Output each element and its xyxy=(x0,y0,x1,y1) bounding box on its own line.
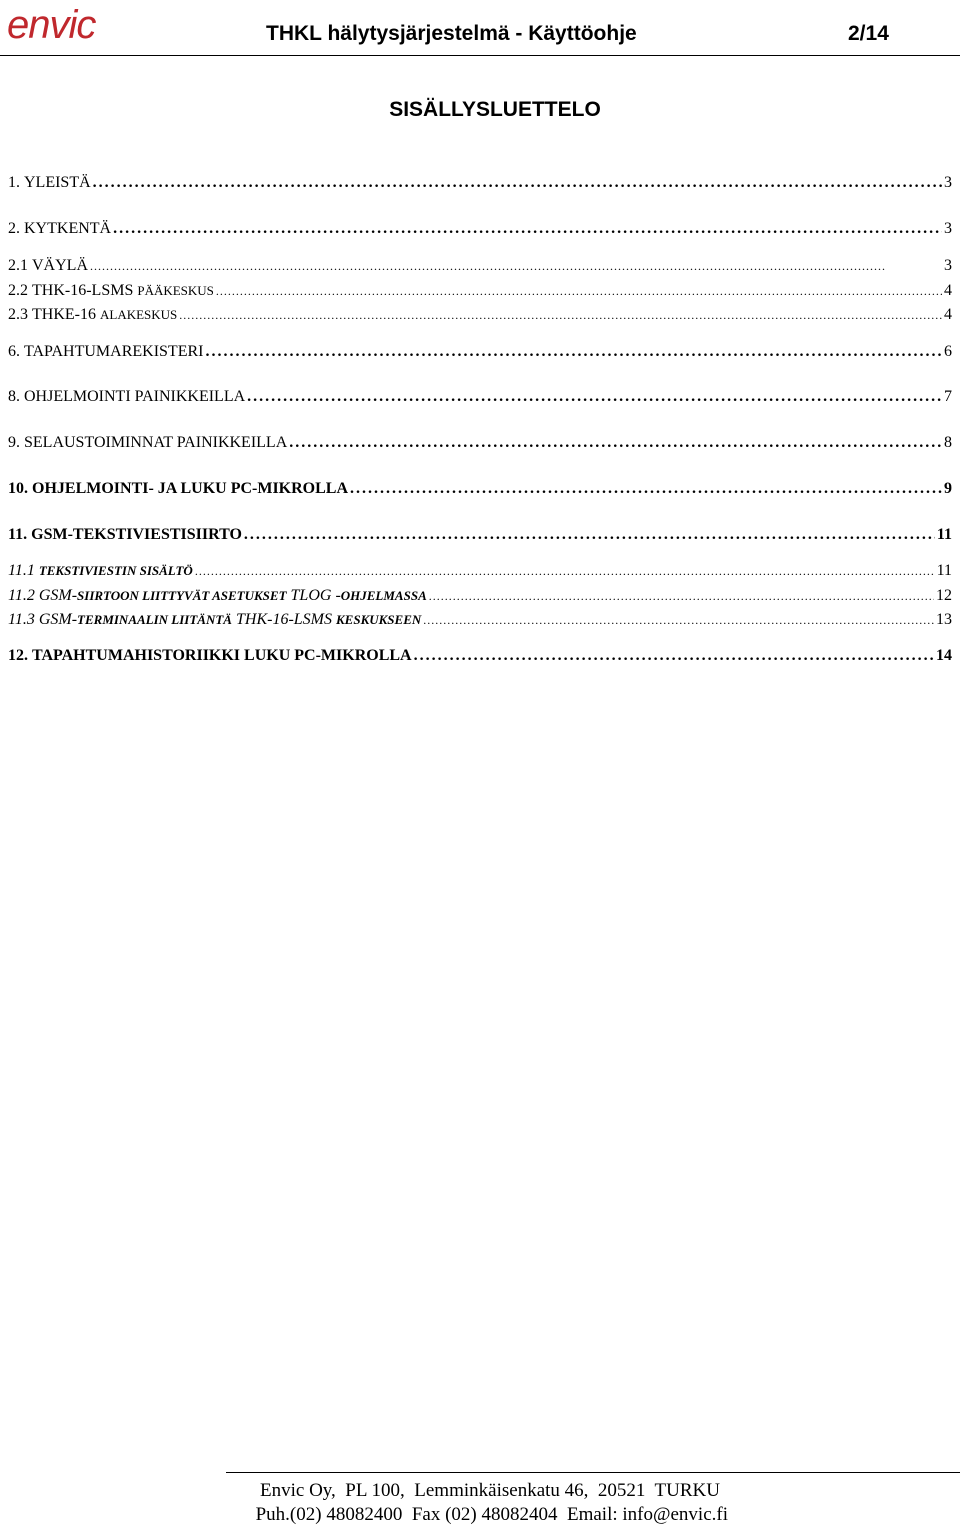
toc-entry-title: OHJELMOINTI PAINIKKEILLA xyxy=(24,388,246,405)
toc-heading: SISÄLLYSLUETTELO xyxy=(389,98,601,121)
toc-entry-title-small: TERMINAALIN LIITÄNTÄ xyxy=(77,612,232,627)
toc-entry-page: 11 xyxy=(936,526,952,543)
toc-entry-number: 6. xyxy=(8,343,20,360)
toc-entry-title-small: TEKSTIVIESTIN SISÄLTÖ xyxy=(38,563,193,578)
toc-entry-title: SELAUSTOIMINNAT PAINIKKEILLA xyxy=(24,434,288,451)
toc-entry-title-small: PÄÄKESKUS xyxy=(137,283,214,298)
toc-leader xyxy=(93,174,942,192)
toc-leader xyxy=(179,308,942,323)
toc-entry-page: 6 xyxy=(944,343,952,360)
toc-leader xyxy=(429,589,934,604)
toc-leader xyxy=(247,388,942,406)
header-rule xyxy=(0,55,960,56)
toc-entry-title-small: SIIRTOON LIITTYVÄT ASETUKSET xyxy=(77,588,287,603)
toc-entry-page: 3 xyxy=(944,174,952,191)
toc-entry-number: 9. xyxy=(8,434,20,451)
page-header xyxy=(0,0,960,60)
toc-entry[interactable] xyxy=(8,587,952,605)
page-number: 2/14 xyxy=(848,22,889,45)
toc-leader xyxy=(423,613,934,628)
toc-entry-title: KYTKENTÄ xyxy=(24,220,112,237)
toc-entry-title: GSM-TEKSTIVIESTISIIRTO xyxy=(31,526,242,543)
toc-entry-title: VÄYLÄ xyxy=(32,257,88,274)
toc-entry-title: GSM- xyxy=(38,611,78,628)
toc-leader xyxy=(113,220,942,238)
toc-entry[interactable] xyxy=(8,174,952,192)
toc-leader xyxy=(350,480,942,498)
toc-entry-number: 11.3 xyxy=(8,611,35,628)
toc-entry-number: 2.1 xyxy=(8,257,28,274)
toc-entry-title: THK-16-LSMS xyxy=(32,282,134,299)
toc-entry-title-small: KESKUKSEEN xyxy=(336,612,422,627)
toc-leader xyxy=(244,526,935,544)
footer-contact: Puh.(02) 48082400 Fax (02) 48082404 Email: info@envic.fi xyxy=(255,1504,728,1525)
toc-entry[interactable] xyxy=(8,434,952,452)
toc-entry-title-small: ALAKESKUS xyxy=(99,307,178,322)
toc-entry-title: THKE-16 xyxy=(32,306,96,323)
footer-rule xyxy=(226,1472,960,1473)
toc-entry-page: 13 xyxy=(936,611,952,628)
envic-logo-graphic xyxy=(5,6,135,46)
toc-entry[interactable] xyxy=(8,282,952,300)
toc-entry-page: 9 xyxy=(944,480,952,497)
toc-entry[interactable] xyxy=(8,562,952,580)
toc-entry-title: TAPAHTUMAHISTORIIKKI LUKU PC-MIKROLLA xyxy=(32,647,412,664)
toc-entry-page: 4 xyxy=(944,282,952,299)
toc-entry[interactable] xyxy=(8,526,952,544)
toc-entry-number: 1. xyxy=(8,174,20,191)
document-title: THKL hälytysjärjestelmä - Käyttöohje xyxy=(266,22,637,45)
toc-entry-number: 2.2 xyxy=(8,282,28,299)
toc-entry-page: 14 xyxy=(936,647,952,664)
toc-entry[interactable] xyxy=(8,388,952,406)
toc-leader xyxy=(216,284,942,299)
toc-entry-title-small: OHJELMASSA xyxy=(340,588,427,603)
toc-entry-page: 8 xyxy=(944,434,952,451)
toc-entry-title: GSM- xyxy=(38,587,78,604)
toc-entry-page: 12 xyxy=(936,587,952,604)
toc-entry[interactable] xyxy=(8,343,952,361)
toc-entry-number: 11. xyxy=(8,526,28,543)
toc-entry-page: 11 xyxy=(936,562,952,579)
toc-entry[interactable] xyxy=(8,257,952,275)
toc-entry-number: 8. xyxy=(8,388,20,405)
logo-wordmark: envic xyxy=(7,6,96,46)
toc-entry[interactable] xyxy=(8,480,952,498)
toc-leader xyxy=(414,647,934,665)
toc-entry-number: 10. xyxy=(8,480,28,497)
toc-leader xyxy=(195,564,935,579)
toc-entry-title: TAPAHTUMAREKISTERI xyxy=(24,343,204,360)
toc-entry[interactable] xyxy=(8,647,952,665)
toc-leader xyxy=(289,434,942,452)
toc-entry-page: 4 xyxy=(944,306,952,323)
toc-entry-number: 11.1 xyxy=(8,562,35,579)
toc-entry-number: 2. xyxy=(8,220,20,237)
toc-entry-title: TLOG - xyxy=(290,587,341,604)
toc-entry-page: 7 xyxy=(944,388,952,405)
footer-address: Envic Oy, PL 100, Lemminkäisenkatu 46, 20521 TURKU xyxy=(260,1480,720,1501)
toc-entry-number: 2.3 xyxy=(8,306,28,323)
toc-entry[interactable] xyxy=(8,220,952,238)
toc-leader xyxy=(205,343,942,361)
toc-entry-number: 12. xyxy=(8,647,28,664)
toc-entry-title: THK-16-LSMS xyxy=(235,611,332,628)
toc-entry-page: 3 xyxy=(944,257,952,274)
toc-entry[interactable] xyxy=(8,306,952,324)
toc-entry-title: OHJELMOINTI- JA LUKU PC-MIKROLLA xyxy=(32,480,349,497)
toc-leader xyxy=(90,259,942,274)
toc-entry-number: 11.2 xyxy=(8,587,35,604)
toc-entry-title: YLEISTÄ xyxy=(24,174,91,191)
toc-entry[interactable] xyxy=(8,611,952,629)
toc-entry-page: 3 xyxy=(944,220,952,237)
envic-logo xyxy=(5,6,135,51)
